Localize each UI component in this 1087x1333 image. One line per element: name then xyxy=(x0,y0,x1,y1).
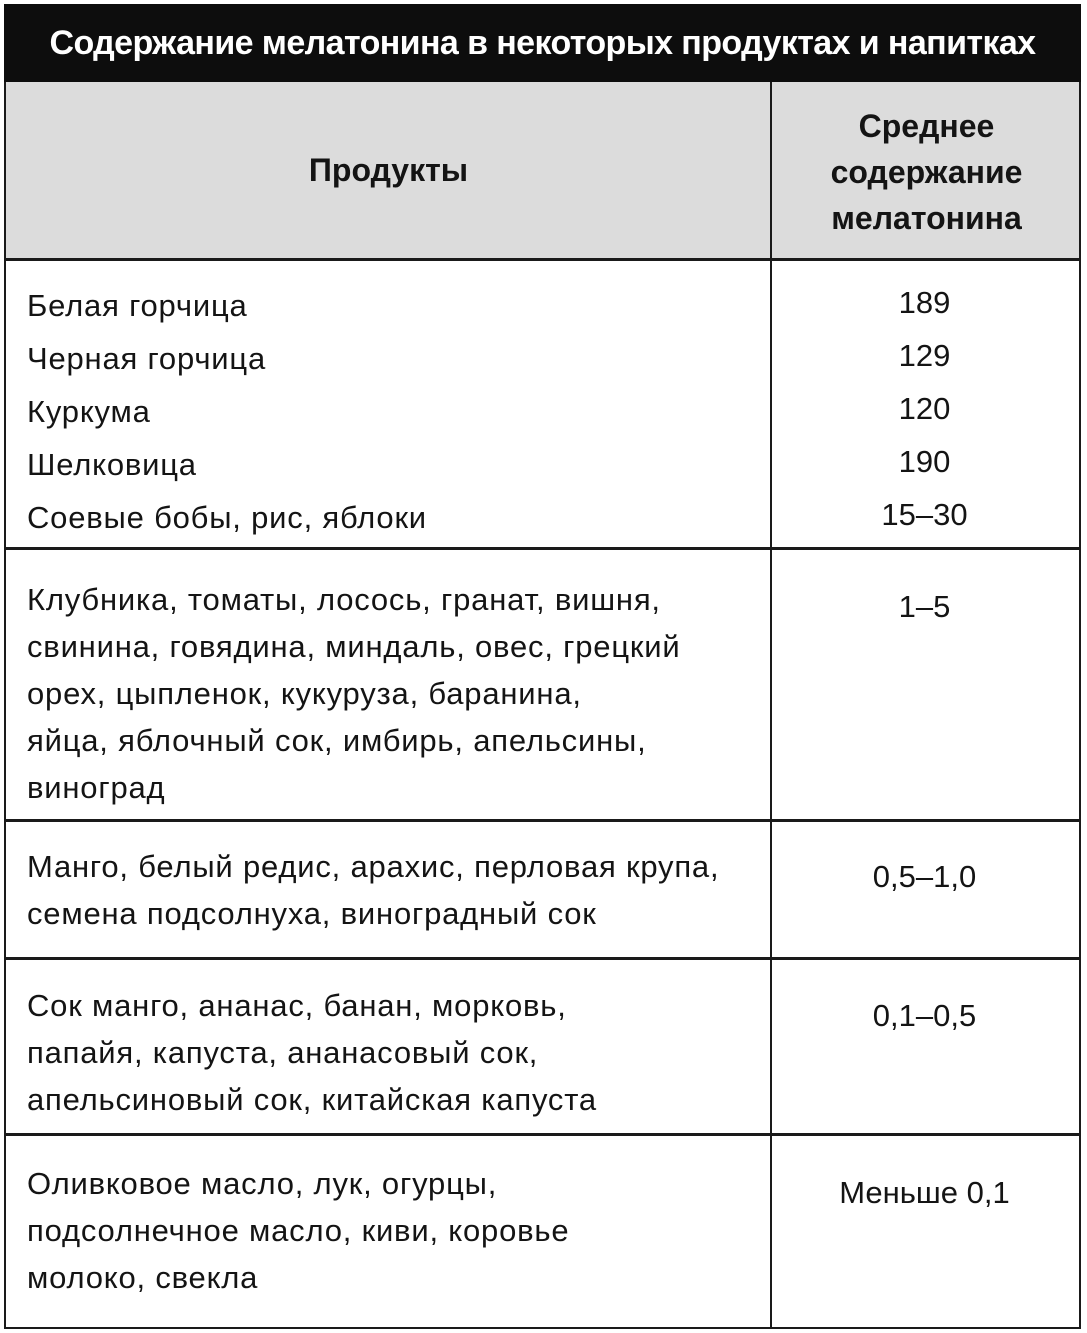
value-cell: 190 xyxy=(898,444,951,479)
table-title: Содержание мелатонина в некоторых продуктах и напитках xyxy=(4,4,1081,82)
product-line: орех, цыпленок, кукуруза, баранина, xyxy=(27,676,582,711)
group-separator xyxy=(6,547,1079,550)
product-line: яйца, яблочный сок, имбирь, апельсины, xyxy=(27,723,647,758)
group-separator xyxy=(6,819,1079,822)
group-3-value: 0,5–1,0 xyxy=(872,859,977,894)
product-line: Белая горчица xyxy=(27,288,248,323)
product-line: семена подсолнуха, виноградный сок xyxy=(27,896,597,931)
value-cell: 15–30 xyxy=(881,497,968,532)
group-5-products xyxy=(27,1160,762,1301)
product-line: папайя, капуста, ананасовый сок, xyxy=(27,1035,539,1070)
group-4-products xyxy=(27,982,762,1123)
product-line: апельсиновый сок, китайская капуста xyxy=(27,1082,597,1117)
group-2-products xyxy=(27,576,762,811)
table-header-row xyxy=(6,82,1079,261)
product-line: Клубника, томаты, лосось, гранат, вишня, xyxy=(27,582,661,617)
product-line: Черная горчица xyxy=(27,341,266,376)
value-cell: 189 xyxy=(898,285,951,320)
header-value-line: Среднее xyxy=(858,108,995,144)
product-line: Куркума xyxy=(27,394,151,429)
product-line: молоко, свекла xyxy=(27,1260,259,1295)
product-line: Шелковица xyxy=(27,447,197,482)
value-cell: 120 xyxy=(898,391,951,426)
group-4-value: 0,1–0,5 xyxy=(872,998,977,1033)
group-5-value: Меньше 0,1 xyxy=(839,1175,1010,1210)
product-line: Оливковое масло, лук, огурцы, xyxy=(27,1166,498,1201)
product-line: Сок манго, ананас, банан, морковь, xyxy=(27,988,567,1023)
product-line: Манго, белый редис, арахис, перловая крупа, xyxy=(27,849,720,884)
group-2-value: 1–5 xyxy=(898,589,951,624)
group-1-products xyxy=(27,279,762,544)
group-separator xyxy=(6,957,1079,960)
value-cell: 129 xyxy=(898,338,951,373)
group-1-values xyxy=(770,276,1079,541)
product-line: Соевые бобы, рис, яблоки xyxy=(27,500,427,535)
group-separator xyxy=(6,1133,1079,1136)
header-value-line: мелатонина xyxy=(831,200,1022,236)
product-line: подсолнечное масло, киви, коровье xyxy=(27,1213,570,1248)
header-value-line: содержание xyxy=(830,154,1023,190)
header-average-content xyxy=(774,82,1079,258)
group-3-products xyxy=(27,843,762,937)
header-products: Продукты xyxy=(308,151,469,188)
column-divider xyxy=(770,82,772,1329)
product-line: свинина, говядина, миндаль, овес, грецкий xyxy=(27,629,681,664)
product-line: виноград xyxy=(27,770,166,805)
